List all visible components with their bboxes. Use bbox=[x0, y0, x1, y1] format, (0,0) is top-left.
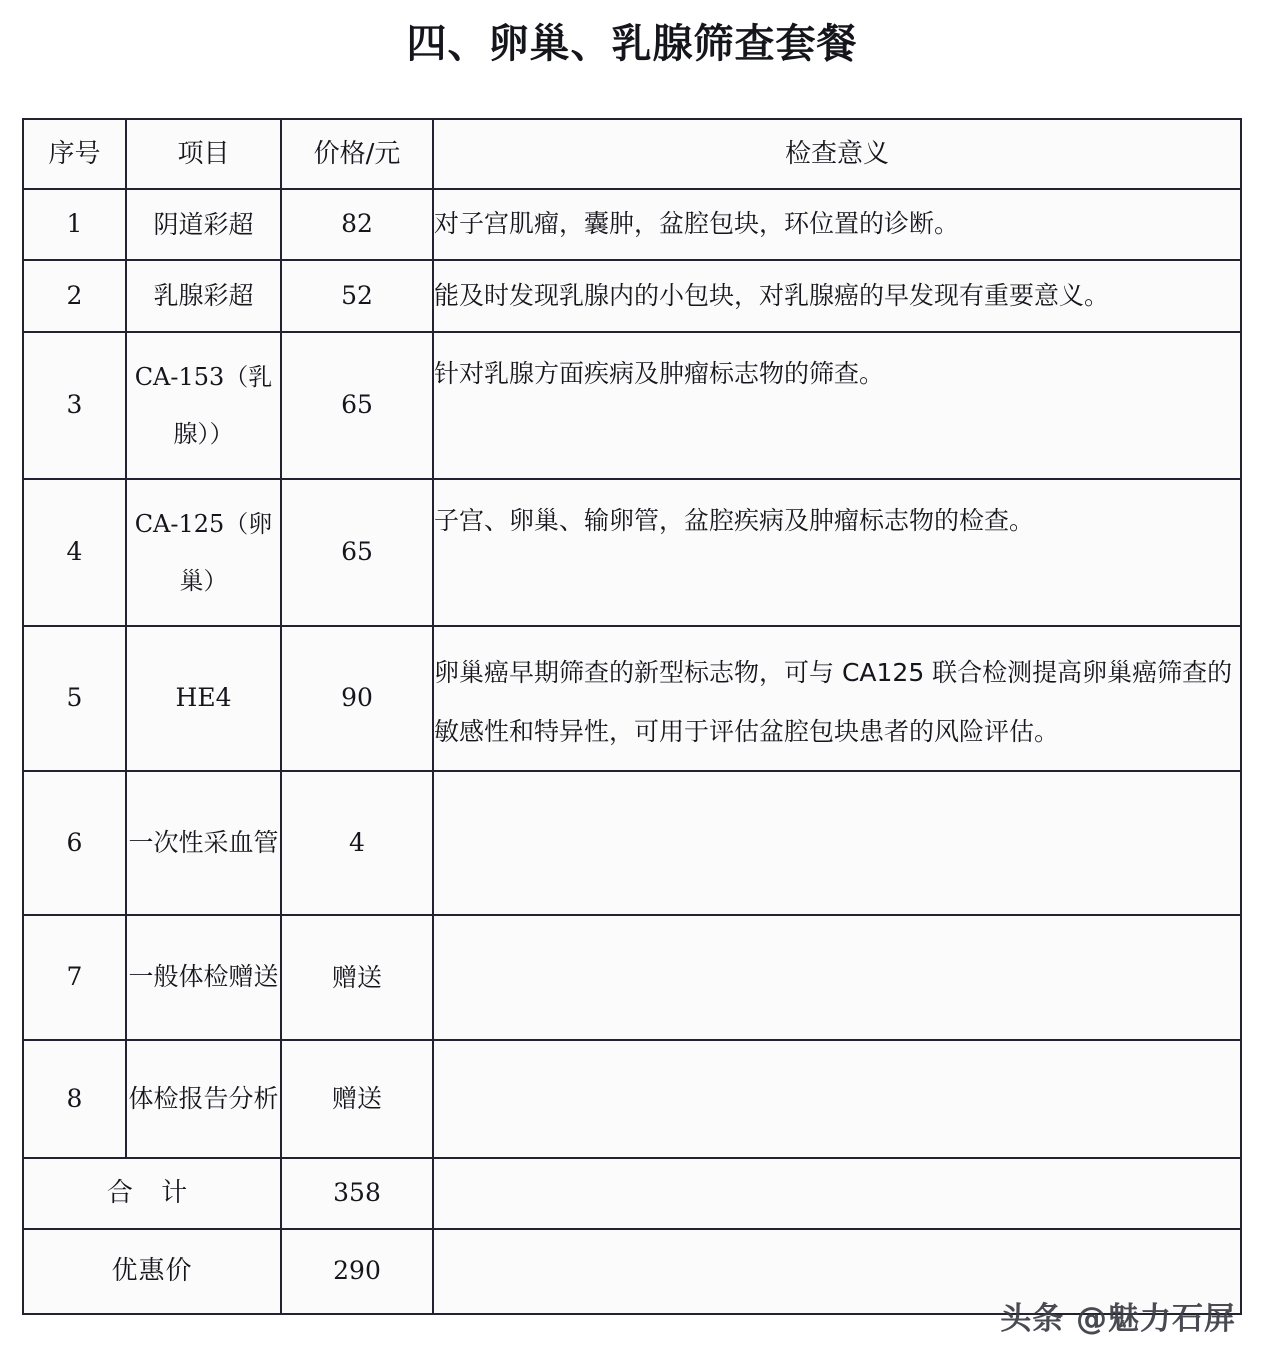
row-item-name: HE4 bbox=[175, 683, 232, 713]
row-price: 90 bbox=[341, 683, 373, 713]
row-price: 52 bbox=[341, 280, 373, 310]
table-row bbox=[23, 332, 1241, 479]
row-meaning: 对子宫肌瘤，囊肿，盆腔包块，环位置的诊断。 bbox=[434, 209, 960, 239]
header-label-price: 价格/元 bbox=[313, 138, 401, 169]
table-row bbox=[23, 189, 1241, 260]
cell-meaning bbox=[433, 915, 1241, 1040]
table-row bbox=[23, 626, 1241, 771]
page-title: 四、卵巢、乳腺筛查套餐 bbox=[406, 20, 858, 67]
row-price: 65 bbox=[341, 537, 373, 567]
row-meaning: 针对乳腺方面疾病及肿瘤标志物的筛查。 bbox=[434, 359, 885, 388]
row-item-name: 乳腺彩超 bbox=[153, 281, 254, 310]
total-price: 358 bbox=[333, 1178, 381, 1208]
header-label-meaning: 检查意义 bbox=[784, 138, 889, 169]
table-row bbox=[23, 479, 1241, 626]
row-price: 82 bbox=[341, 209, 373, 239]
cell-no bbox=[23, 189, 126, 260]
cell-meaning bbox=[433, 260, 1241, 332]
cell-promo-label bbox=[23, 1229, 281, 1314]
cell-price bbox=[281, 1040, 433, 1158]
row-price: 4 bbox=[349, 827, 365, 857]
row-item-name: 一次性采血管 bbox=[128, 828, 279, 858]
cell-item bbox=[126, 332, 281, 479]
row-price: 65 bbox=[341, 390, 373, 420]
cell-promo-price bbox=[281, 1229, 433, 1314]
cell-no bbox=[23, 1040, 126, 1158]
header-cell-no bbox=[23, 119, 126, 189]
header-cell-meaning bbox=[433, 119, 1241, 189]
row-number: 6 bbox=[66, 827, 83, 857]
cell-price bbox=[281, 479, 433, 626]
cell-no bbox=[23, 332, 126, 479]
row-number: 1 bbox=[66, 209, 83, 239]
cell-no bbox=[23, 915, 126, 1040]
cell-total-meaning bbox=[433, 1158, 1241, 1229]
cell-item bbox=[126, 1040, 281, 1158]
cell-no bbox=[23, 479, 126, 626]
table-row bbox=[23, 915, 1241, 1040]
cell-price bbox=[281, 332, 433, 479]
row-item-name: 阴道彩超 bbox=[153, 209, 254, 239]
cell-no bbox=[23, 626, 126, 771]
header-label-item: 项目 bbox=[177, 138, 230, 169]
table-total-row bbox=[23, 1158, 1241, 1229]
cell-price bbox=[281, 915, 433, 1040]
header-cell-price bbox=[281, 119, 433, 189]
table-header-row bbox=[23, 119, 1241, 189]
cell-item bbox=[126, 189, 281, 260]
row-item-name: 体检报告分析 bbox=[128, 1083, 279, 1113]
promo-label: 优惠价 bbox=[111, 1256, 193, 1287]
row-meaning: 卵巢癌早期筛查的新型标志物，可与 CA125 联合检测提高卵巢癌筛查的敏感性和特异性，可用于评估盆腔包块患者的风险评估。 bbox=[434, 657, 1233, 746]
promo-price: 290 bbox=[333, 1256, 381, 1286]
package-table-container bbox=[22, 118, 1240, 1315]
table-row bbox=[23, 1040, 1241, 1158]
package-table bbox=[22, 118, 1242, 1315]
header-cell-item bbox=[126, 119, 281, 189]
watermark: 头条 @魅力石屏 bbox=[1000, 1301, 1236, 1337]
cell-meaning bbox=[433, 771, 1241, 915]
cell-item bbox=[126, 915, 281, 1040]
row-meaning: 子宫、卵巢、输卵管，盆腔疾病及肿瘤标志物的检查。 bbox=[434, 506, 1035, 535]
row-number: 5 bbox=[66, 683, 83, 713]
total-label: 合 计 bbox=[106, 1178, 198, 1209]
cell-price bbox=[281, 626, 433, 771]
row-item-name: CA-125（卵巢） bbox=[134, 510, 273, 595]
cell-meaning bbox=[433, 626, 1241, 771]
cell-item bbox=[126, 479, 281, 626]
row-item-name: CA-153（乳腺）） bbox=[134, 363, 273, 448]
row-number: 8 bbox=[66, 1083, 83, 1113]
row-price: 赠送 bbox=[331, 962, 382, 992]
cell-total-label bbox=[23, 1158, 281, 1229]
row-number: 4 bbox=[66, 537, 83, 567]
cell-price bbox=[281, 260, 433, 332]
cell-no bbox=[23, 260, 126, 332]
cell-total-price bbox=[281, 1158, 433, 1229]
cell-meaning bbox=[433, 332, 1241, 479]
header-label-no: 序号 bbox=[48, 138, 101, 169]
row-number: 3 bbox=[66, 390, 83, 420]
cell-item bbox=[126, 260, 281, 332]
row-meaning: 能及时发现乳腺内的小包块，对乳腺癌的早发现有重要意义。 bbox=[434, 280, 1110, 310]
row-price: 赠送 bbox=[331, 1084, 382, 1113]
cell-meaning bbox=[433, 1040, 1241, 1158]
cell-item bbox=[126, 771, 281, 915]
row-number: 7 bbox=[66, 962, 83, 992]
cell-no bbox=[23, 771, 126, 915]
cell-price bbox=[281, 771, 433, 915]
cell-meaning bbox=[433, 189, 1241, 260]
cell-item bbox=[126, 626, 281, 771]
cell-price bbox=[281, 189, 433, 260]
row-number: 2 bbox=[66, 280, 83, 310]
table-row bbox=[23, 260, 1241, 332]
row-item-name: 一般体检赠送 bbox=[128, 962, 279, 992]
table-row bbox=[23, 771, 1241, 915]
cell-meaning bbox=[433, 479, 1241, 626]
